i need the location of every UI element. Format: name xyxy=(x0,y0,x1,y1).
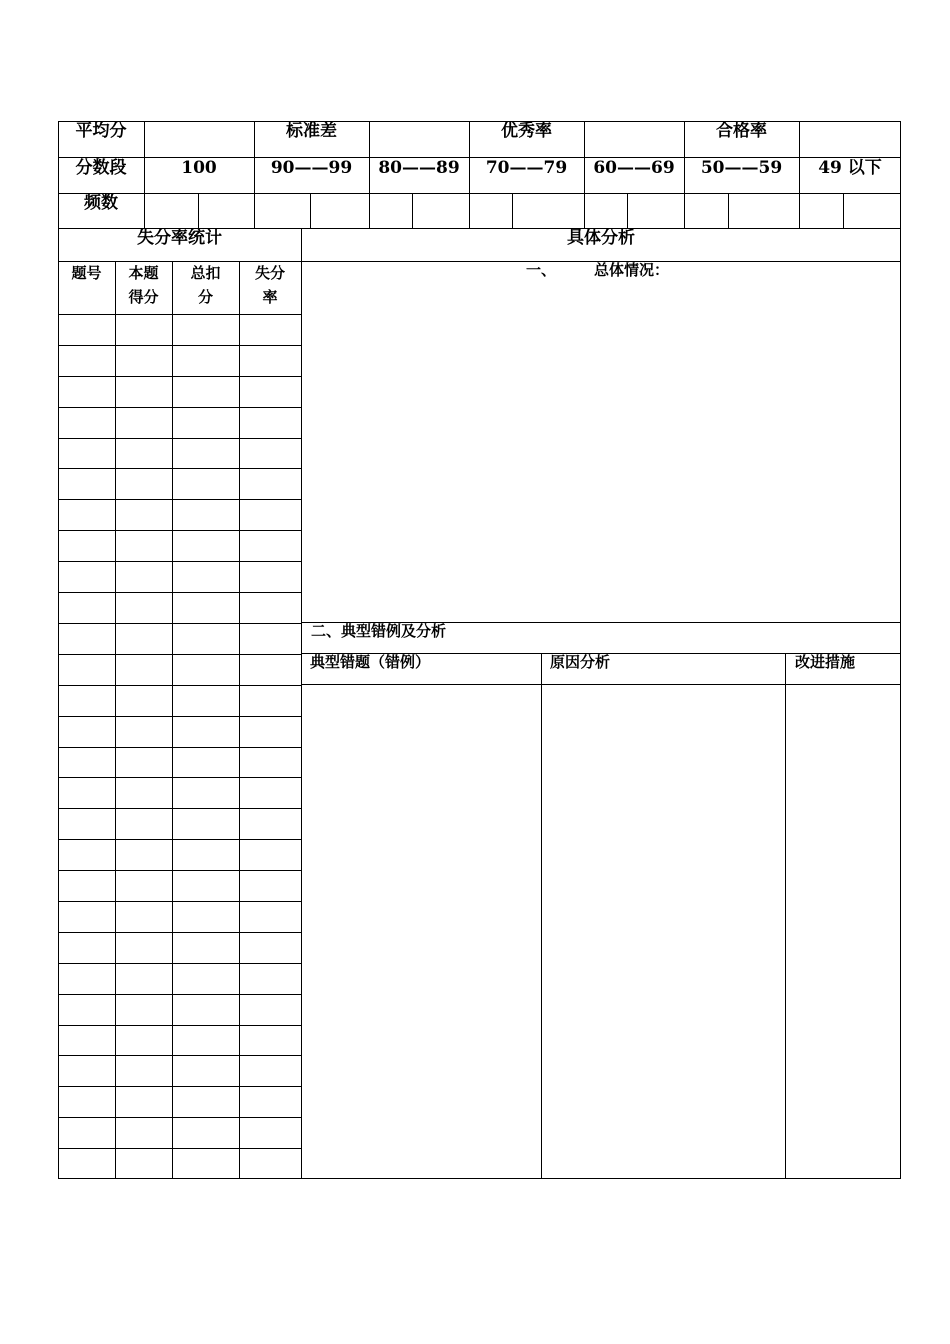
freq-subdivider xyxy=(310,193,311,228)
table-row xyxy=(58,747,301,748)
table-row xyxy=(58,777,301,778)
score-range-label: 分数段 xyxy=(75,158,127,178)
excellent-label: 优秀率 xyxy=(501,121,552,141)
table-row xyxy=(58,530,301,531)
section2-title: 二、典型错例及分析 xyxy=(311,622,447,640)
score-range-60-69: 60——69 xyxy=(593,158,675,178)
table-row xyxy=(58,1025,301,1026)
table-row xyxy=(58,438,301,439)
score-range-below-49: 49 以下 xyxy=(818,158,882,178)
table-row xyxy=(58,1086,301,1087)
section1-title: 总体情况： xyxy=(594,261,670,279)
table-row xyxy=(58,345,301,346)
loss-col-divider xyxy=(172,261,173,1179)
score-range-70-79: 70——79 xyxy=(485,158,568,178)
score-range-80-89: 80——89 xyxy=(378,158,460,178)
freq-subdivider xyxy=(198,193,199,228)
freq-subdivider xyxy=(627,193,628,228)
freq-subdivider xyxy=(728,193,729,228)
table-row xyxy=(58,1055,301,1056)
table-row xyxy=(58,932,301,933)
table-row xyxy=(58,561,301,562)
table-row xyxy=(58,808,301,809)
improvement-header: 改进措施 xyxy=(795,653,856,671)
loss-stats-title: 失分率统计 xyxy=(137,228,222,248)
table-row xyxy=(58,499,301,500)
table-row xyxy=(58,870,301,871)
table-row xyxy=(58,1117,301,1118)
loss-col-divider xyxy=(115,261,116,1179)
analysis-title: 具体分析 xyxy=(567,228,635,248)
table-row xyxy=(58,839,301,840)
row-divider xyxy=(301,684,901,685)
section1-body[interactable] xyxy=(312,290,890,610)
table-row xyxy=(58,1148,301,1149)
freq-subdivider xyxy=(843,193,844,228)
table-row xyxy=(58,685,301,686)
table-row xyxy=(58,963,301,964)
score-range-90-99: 90——99 xyxy=(270,158,353,178)
header-total-deduction: 总扣 分 xyxy=(190,264,221,306)
table-row xyxy=(58,901,301,902)
header-question-score: 本题 得分 xyxy=(128,264,159,306)
score-range-100: 100 xyxy=(181,158,217,178)
score-range-50-59: 50——59 xyxy=(700,158,783,178)
std-label: 标准差 xyxy=(286,121,337,141)
header-loss-rate: 失分 率 xyxy=(254,264,285,306)
average-label: 平均分 xyxy=(75,121,127,141)
table-row xyxy=(58,716,301,717)
table-row xyxy=(58,314,301,315)
frequency-label: 频数 xyxy=(84,193,118,213)
header-question-no: 题号 xyxy=(71,264,102,282)
table-row xyxy=(58,654,301,655)
table-row xyxy=(58,376,301,377)
cause-analysis-header: 原因分析 xyxy=(550,653,611,671)
table-row xyxy=(58,623,301,624)
table-row xyxy=(58,994,301,995)
section1-label: 一、 xyxy=(526,261,557,279)
analysis-col-divider xyxy=(541,653,542,1179)
pass-label: 合格率 xyxy=(716,121,767,141)
section-divider xyxy=(301,228,302,1179)
table-row xyxy=(58,592,301,593)
freq-subdivider xyxy=(512,193,513,228)
table-row xyxy=(58,468,301,469)
loss-col-divider xyxy=(239,261,240,1179)
analysis-col-divider xyxy=(785,653,786,1179)
freq-subdivider xyxy=(412,193,413,228)
row-divider xyxy=(58,193,901,194)
typical-error-header: 典型错题（错例） xyxy=(310,653,431,671)
table-row xyxy=(58,407,301,408)
